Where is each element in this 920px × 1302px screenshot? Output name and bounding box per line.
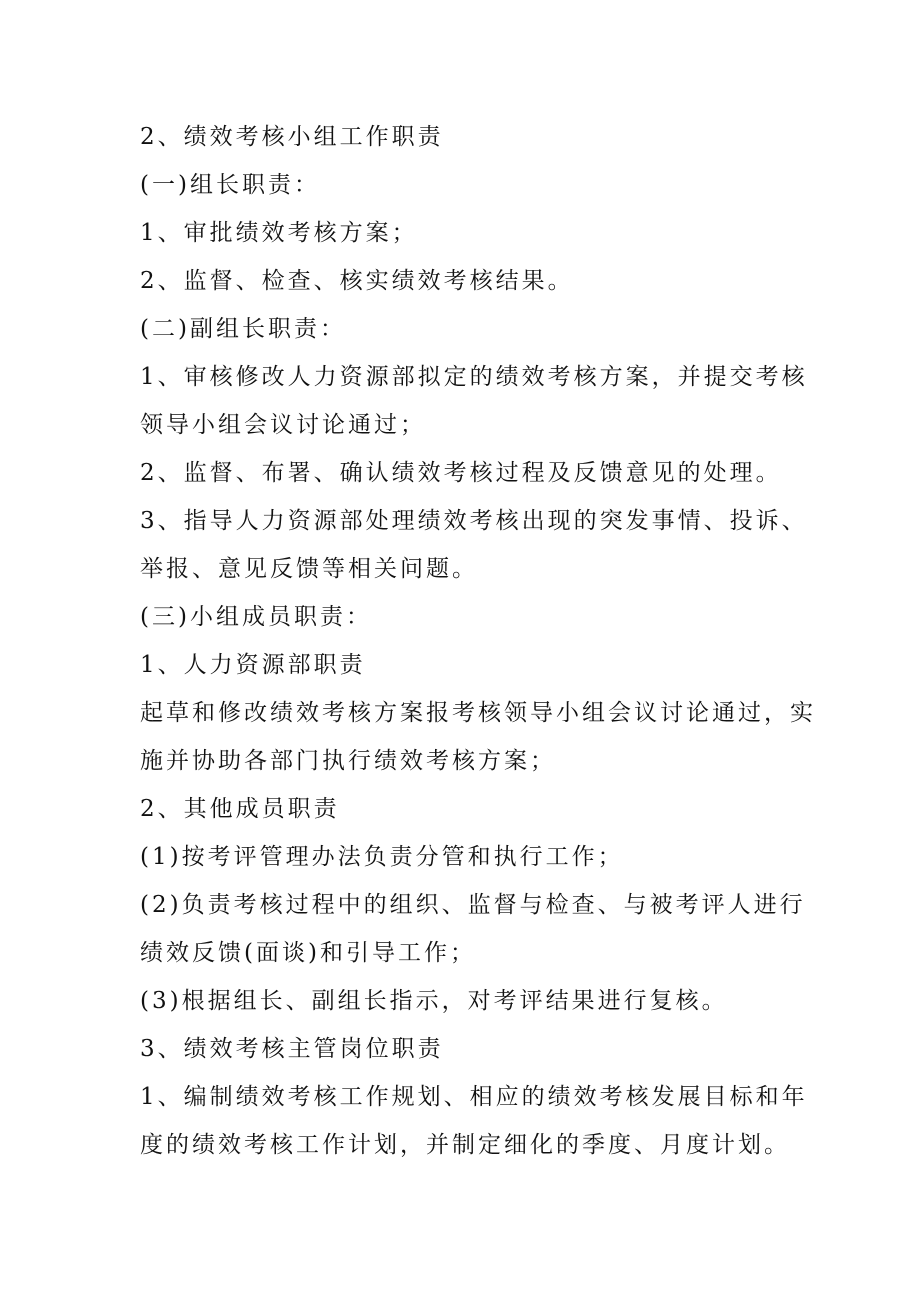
paragraph-line: 1、编制绩效考核工作规划、相应的绩效考核发展目标和年 [140, 1084, 808, 1110]
paragraph-line: (3)根据组长、副组长指示，对考评结果进行复核。 [140, 988, 728, 1014]
paragraph-line: (1)按考评管理办法负责分管和执行工作； [140, 844, 624, 870]
section-heading: 2、绩效考核小组工作职责 [140, 124, 444, 150]
paragraph-line: (2)负责考核过程中的组织、监督与检查、与被考评人进行 [140, 892, 806, 918]
paragraph-line: 起草和修改绩效考核方案报考核领导小组会议讨论通过，实 [140, 700, 816, 726]
paragraph-line: 领导小组会议讨论通过； [140, 412, 426, 438]
subsection-heading: (二)副组长职责： [140, 316, 346, 342]
document-body [140, 113, 816, 1169]
paragraph-line: 度的绩效考核工作计划，并制定细化的季度、月度计划。 [140, 1132, 790, 1158]
paragraph-line: 2、监督、布署、确认绩效考核过程及反馈意见的处理。 [140, 460, 782, 486]
paragraph-line: 2、其他成员职责 [140, 796, 340, 822]
subsection-heading: (三)小组成员职责： [140, 604, 372, 630]
paragraph-line: 施并协助各部门执行绩效考核方案； [140, 748, 556, 774]
paragraph-line: 3、指导人力资源部处理绩效考核出现的突发事情、投诉、 [140, 508, 808, 534]
subsection-heading: (一)组长职责： [140, 172, 320, 198]
paragraph-line: 绩效反馈(面谈)和引导工作； [140, 940, 476, 966]
paragraph-line: 2、监督、检查、核实绩效考核结果。 [140, 268, 574, 294]
paragraph-line: 1、人力资源部职责 [140, 652, 366, 678]
paragraph-line: 1、审批绩效考核方案； [140, 220, 418, 246]
paragraph-line: 1、审核修改人力资源部拟定的绩效考核方案，并提交考核 [140, 364, 808, 390]
paragraph-line: 举报、意见反馈等相关问题。 [140, 556, 478, 582]
section-heading: 3、绩效考核主管岗位职责 [140, 1036, 444, 1062]
